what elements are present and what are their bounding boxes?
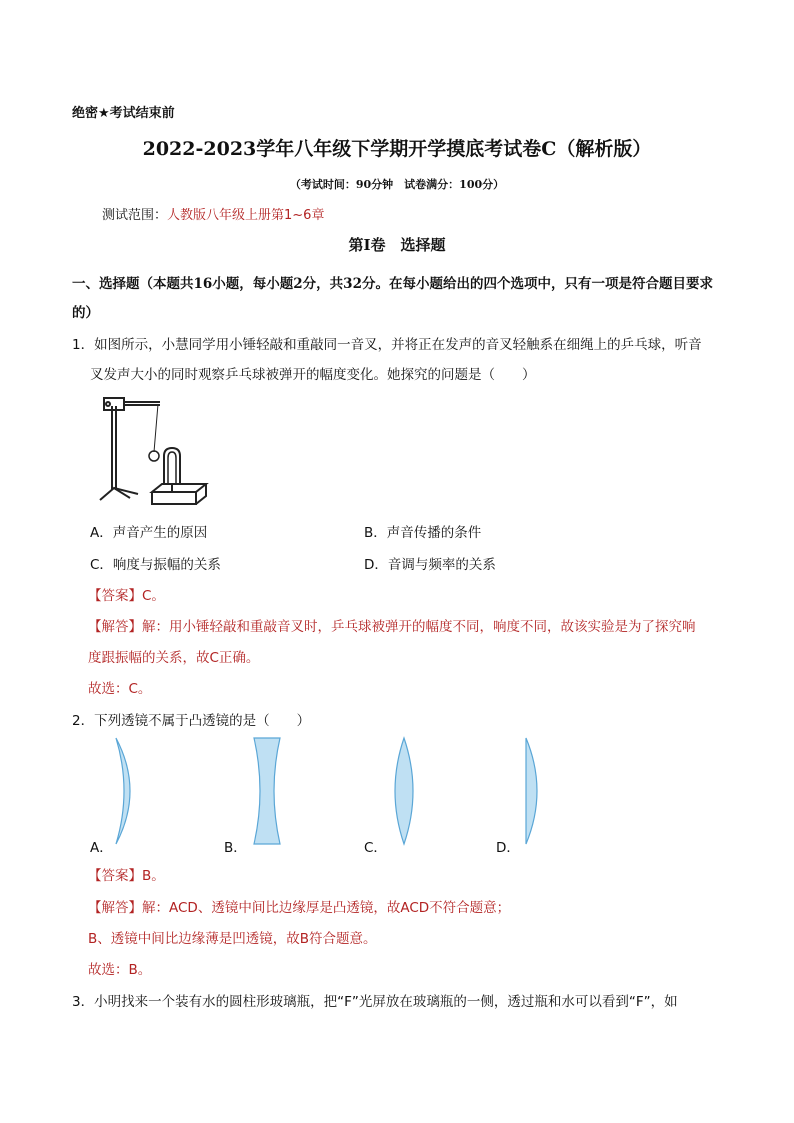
q1-stem-line2: 叉发声大小的同时观察乒乓球被弹开的幅度变化。她探究的问题是（ ） [90, 367, 536, 383]
q1-answer-tag: 【答案】 [88, 588, 142, 604]
lens-c-figure [384, 736, 424, 846]
q2-explain-tag: 【解答】 [88, 900, 142, 916]
q1-choose-text: 故选：C。 [88, 681, 152, 697]
q1-option-a: A．声音产生的原因 [90, 525, 208, 541]
q1-explain-line2 [88, 646, 259, 666]
q1-option-b: B．声音传播的条件 [364, 525, 482, 541]
q3-stem-line1: 3．小明找来一个装有水的圆柱形玻璃瓶，把“F”光屏放在玻璃瓶的一侧，透过瓶和水可以看到“F”，如 [72, 994, 678, 1010]
q1-explain-text1: 解：用小锤轻敲和重敲音叉时，乒乓球被弹开的幅度不同，响度不同，故该实验是为了探究响 [142, 619, 696, 635]
q1-option-d: D．音调与频率的关系 [364, 557, 496, 573]
q2-explain-line1 [88, 896, 510, 916]
test-scope-value: 人教版八年级上册第1~6章 [167, 208, 325, 223]
part-title: 第Ⅰ卷 选择题 [348, 236, 446, 254]
q2-label-b: B． [224, 840, 247, 856]
q2-explain-line2 [88, 927, 377, 947]
q2-answer [88, 864, 165, 884]
q1-option-c: C．响度与振幅的关系 [90, 557, 221, 573]
q2-choose [88, 958, 151, 978]
q1-choose [88, 677, 151, 697]
q1-answer [88, 584, 165, 604]
q2-choose-text: 故选：B。 [88, 962, 152, 978]
page-title: 2022-2023学年八年级下学期开学摸底考试卷C（解析版） [142, 138, 652, 160]
lens-d-figure [518, 736, 558, 846]
q2-answer-tag: 【答案】 [88, 868, 142, 884]
q1-explain-tag: 【解答】 [88, 619, 142, 635]
lens-a-figure [108, 736, 148, 846]
confidential-mark: 绝密★考试结束前 [72, 106, 175, 121]
test-scope [102, 204, 324, 223]
q2-answer-value: B。 [142, 868, 165, 884]
q2-label-d: D． [496, 840, 520, 856]
q2-label-a: A． [90, 840, 113, 856]
q1-stem-line1: 1．如图所示，小慧同学用小锤轻敲和重敲同一音叉，并将正在发声的音叉轻触系在细绳上的乒乓球，听音 [72, 337, 702, 353]
q2-explain-text2: B、透镜中间比边缘薄是凹透镜，故B符合题意。 [88, 931, 377, 947]
section-title: 一、选择题（本题共16小题，每小题2分，共32分。在每小题给出的四个选项中，只有一项是符合题目要求的） [72, 276, 713, 321]
exam-info: （考试时间：90分钟 试卷满分：100分） [289, 178, 505, 191]
q1-explain-line1 [88, 615, 696, 635]
q2-stem: 2．下列透镜不属于凸透镜的是（ ） [72, 713, 311, 729]
lens-b-figure [248, 736, 288, 846]
tuning-fork-figure [96, 392, 216, 510]
q1-explain-text2: 度跟振幅的关系，故C正确。 [88, 650, 260, 666]
q1-answer-value: C。 [142, 588, 165, 604]
q2-explain-text1: 解：ACD、透镜中间比边缘厚是凸透镜，故ACD不符合题意； [142, 900, 511, 916]
q2-label-c: C． [364, 840, 387, 856]
test-scope-label: 测试范围： [102, 208, 168, 223]
